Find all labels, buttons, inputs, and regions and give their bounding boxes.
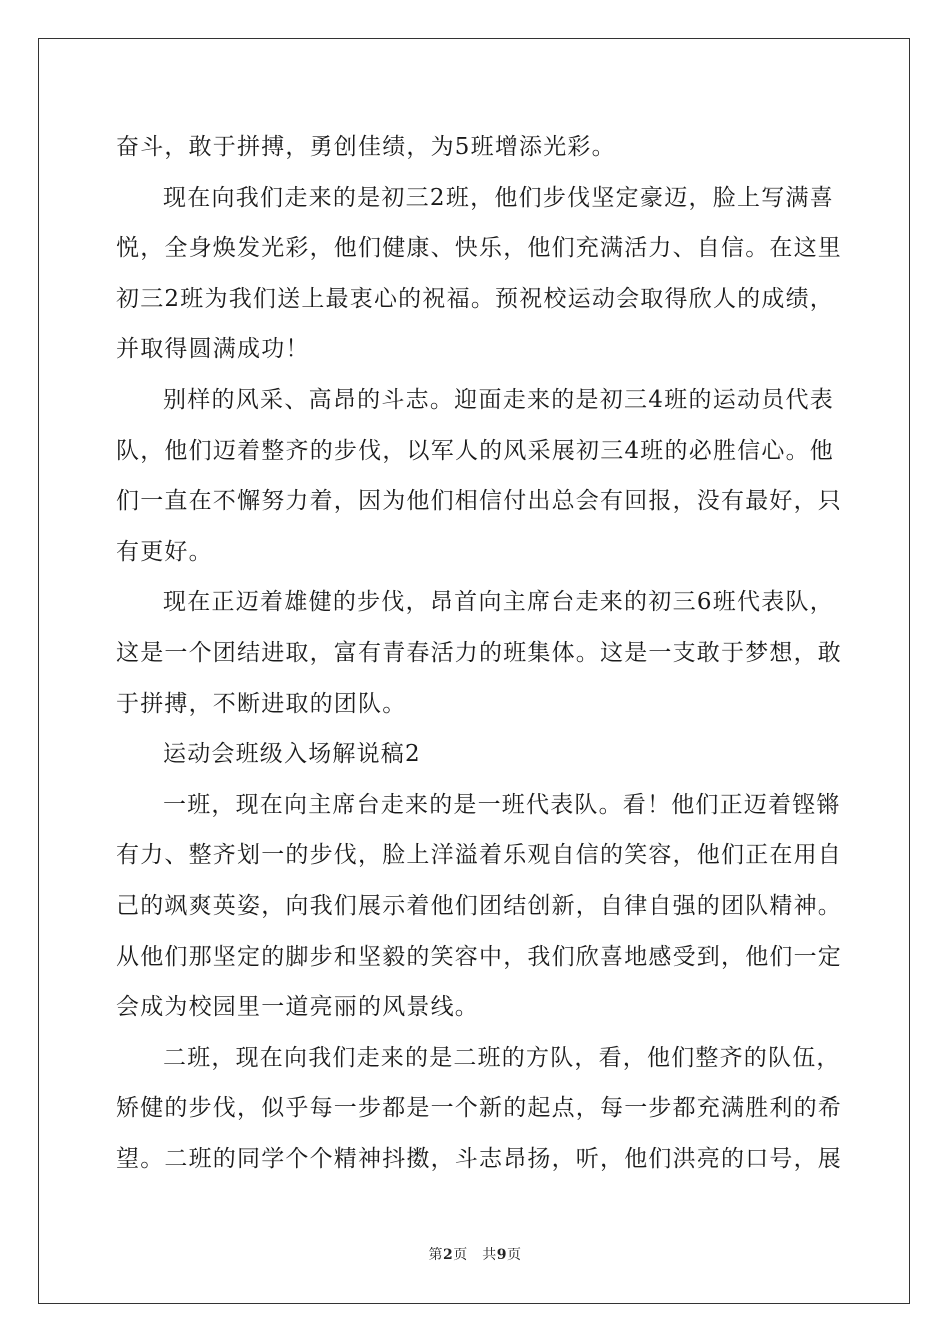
text-line: 奋斗，敢于拼搏，勇创佳绩，为5班增添光彩。 — [116, 134, 616, 160]
document-body — [116, 127, 842, 1189]
page-footer — [0, 1244, 950, 1264]
text-line: 于拼搏，不断进取的团队。 — [116, 690, 407, 717]
text-line: 望。二班的同学个个精神抖擞，斗志昂扬，听，他们洪亮的口号，展 — [116, 1145, 842, 1172]
text-line: 现在向我们走来的是初三2班，他们步伐坚定豪迈，脸上写满喜 — [163, 184, 834, 211]
text-line: 从他们那坚定的脚步和坚毅的笑容中，我们欣喜地感受到，他们一定 — [116, 943, 842, 970]
text-line: 并取得圆满成功！ — [116, 336, 310, 363]
section-heading: 运动会班级入场解说稿2 — [163, 741, 421, 768]
text-line: 别样的风采、高昂的斗志。迎面走来的是初三4班的运动员代表 — [163, 386, 834, 413]
page-current: 2 — [443, 1247, 454, 1263]
text-line: 会成为校园里一道亮丽的风景线。 — [116, 994, 479, 1021]
text-line: 有力、整齐划一的步伐，脸上洋溢着乐观自信的笑容，他们正在用自 — [116, 842, 842, 869]
text-line: 一班，现在向主席台走来的是一班代表队。看！他们正迈着铿锵 — [163, 791, 841, 818]
page-mid: 页 共 — [453, 1247, 497, 1263]
page-suffix: 页 — [507, 1247, 522, 1263]
text-line: 这是一个团结进取，富有青春活力的班集体。这是一支敢于梦想，敢 — [116, 639, 842, 666]
page-total: 9 — [496, 1247, 507, 1263]
text-line: 悦，全身焕发光彩，他们健康、快乐，他们充满活力、自信。在这里 — [116, 235, 842, 262]
text-line: 现在正迈着雄健的步伐，昂首向主席台走来的初三6班代表队， — [163, 589, 834, 616]
text-line: 们一直在不懈努力着，因为他们相信付出总会有回报，没有最好，只 — [116, 488, 842, 515]
text-line: 初三2班为我们送上最衷心的祝福。预祝校运动会取得欣人的成绩， — [116, 285, 834, 312]
text-line: 己的飒爽英姿，向我们展示着他们团结创新，自律自强的团队精神。 — [116, 892, 842, 919]
text-line: 二班，现在向我们走来的是二班的方队，看，他们整齐的队伍， — [163, 1044, 841, 1071]
text-line: 队，他们迈着整齐的步伐，以军人的风采展初三4班的必胜信心。他 — [116, 437, 834, 464]
text-line: 矫健的步伐，似乎每一步都是一个新的起点，每一步都充满胜利的希 — [116, 1095, 842, 1122]
page-prefix: 第 — [428, 1247, 443, 1263]
text-line: 有更好。 — [116, 538, 213, 565]
